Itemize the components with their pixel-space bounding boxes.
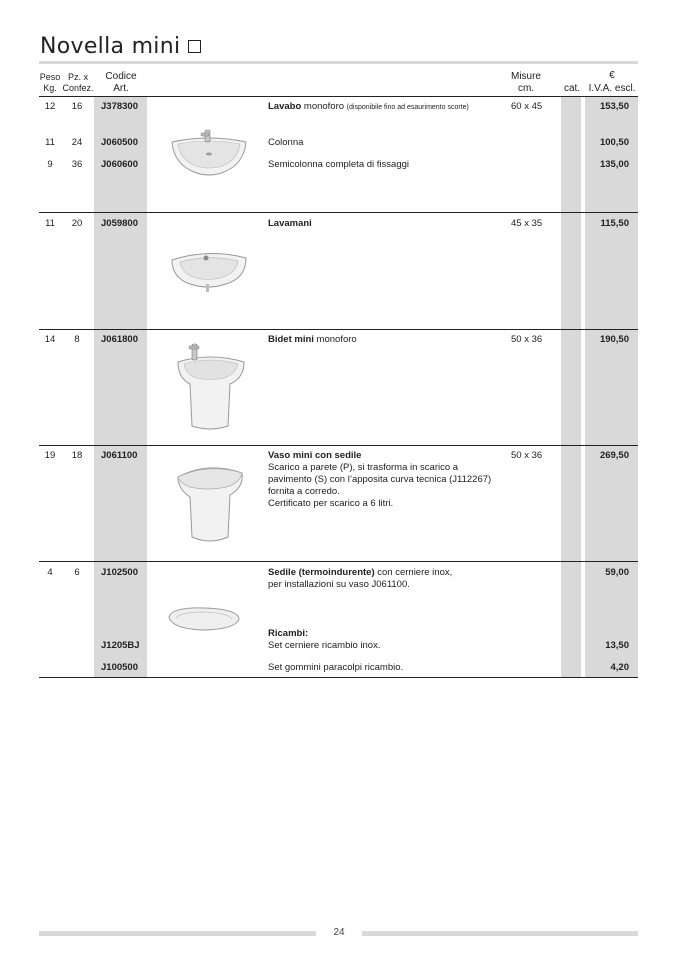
row-peso: 9 — [47, 159, 53, 170]
row-price: 135,00 — [599, 159, 629, 170]
row-pz: 20 — [71, 218, 83, 229]
row-price: 190,50 — [599, 334, 629, 345]
row-divider — [39, 561, 638, 562]
row-code: J060600 — [101, 159, 138, 170]
row-pz: 6 — [74, 567, 80, 578]
row-peso: 14 — [44, 334, 56, 345]
row-peso: 19 — [44, 450, 56, 461]
row-peso: 12 — [44, 101, 56, 112]
row-desc-line: Certificato per scarico a 6 litri. — [268, 498, 394, 509]
row-pz: 24 — [71, 137, 83, 148]
row-desc-bold: Lavabo — [268, 101, 302, 112]
header-codice — [95, 71, 147, 95]
row-desc — [268, 334, 357, 346]
row-price: 153,50 — [599, 101, 629, 112]
row-desc-note: (disponibile fino ad esaurimento scorte) — [346, 104, 469, 111]
row-code: J378300 — [101, 101, 138, 112]
header-pz-line2: Confez. — [62, 83, 94, 93]
toilet-image — [172, 461, 246, 545]
row-code: J061100 — [101, 450, 138, 461]
footer-bar-left — [39, 931, 316, 936]
row-desc-line: pavimento (S) con l’apposita curva tecnica (J112267) — [268, 474, 492, 485]
page-title-text: Novella mini — [40, 34, 181, 59]
header-peso-line1: Peso — [39, 72, 61, 82]
row-peso: 11 — [45, 137, 55, 148]
row-desc: Set cerniere ricambio inox. — [268, 640, 381, 651]
row-desc: Set gommini paracolpi ricambio. — [268, 662, 404, 673]
price-column-bg — [585, 97, 638, 677]
header-peso-line2: Kg. — [43, 83, 57, 93]
row-divider — [39, 212, 638, 213]
row-size: 50 x 36 — [511, 334, 543, 345]
row-pz: 18 — [71, 450, 83, 461]
row-desc-bold: Lavamani — [268, 218, 312, 229]
header-price-line1: € — [609, 70, 615, 81]
toilet-seat-image — [166, 605, 242, 633]
row-divider — [39, 445, 638, 446]
row-price: 269,50 — [599, 450, 629, 461]
row-desc-text: monoforo — [301, 101, 347, 112]
row-desc-text: con cerniere inox, — [374, 567, 453, 578]
header-pz — [62, 72, 94, 94]
row-desc-line: Scarico a parete (P), si trasforma in scarico a — [268, 462, 459, 473]
row-desc — [268, 450, 491, 510]
row-desc-bold: Vaso mini con sedile — [268, 450, 362, 461]
row-divider — [39, 329, 638, 330]
cat-column-bg — [561, 97, 581, 677]
bidet-image — [170, 340, 250, 432]
header-codice-line1: Codice — [105, 71, 137, 82]
header-misure-line1: Misure — [510, 71, 541, 82]
header-price-line2: I.V.A. escl. — [588, 83, 636, 94]
row-price: 13,50 — [605, 640, 629, 651]
row-desc-line: per installazioni su vaso J061100. — [268, 579, 410, 590]
row-code: J102500 — [101, 567, 138, 578]
row-pz: 16 — [71, 101, 83, 112]
row-desc-line: fornita a corredo. — [268, 486, 340, 497]
row-code: J059800 — [101, 218, 138, 229]
row-code: J100500 — [101, 662, 138, 673]
header-rule — [39, 96, 638, 97]
ricambi-heading-text: Ricambi: — [268, 628, 309, 639]
row-code: J061800 — [101, 334, 138, 345]
table-bottom-rule — [39, 677, 638, 678]
row-size: 60 x 45 — [511, 101, 543, 112]
codice-column-bg — [94, 97, 147, 677]
header-price — [584, 70, 640, 95]
header-misure-line2: cm. — [517, 83, 535, 94]
row-size: 50 x 36 — [511, 450, 543, 461]
row-code: J060500 — [101, 137, 138, 148]
page-title — [40, 34, 201, 59]
row-size: 45 x 35 — [511, 218, 543, 229]
row-price: 59,00 — [605, 567, 629, 578]
row-desc — [268, 218, 312, 230]
row-desc-bold: Bidet mini — [268, 334, 314, 345]
row-desc — [268, 101, 469, 114]
row-code: J1205BJ — [101, 640, 140, 651]
row-desc-bold: Sedile (termoindurente) — [268, 567, 375, 578]
header-codice-line2: Art. — [113, 83, 129, 94]
row-desc: Semicolonna completa di fissaggi — [268, 159, 409, 170]
ricambi-heading — [268, 628, 308, 640]
washbasin-image — [168, 128, 250, 180]
header-cat: cat. — [563, 83, 581, 94]
row-desc-text: monoforo — [313, 334, 357, 345]
row-price: 115,50 — [600, 218, 629, 229]
row-price: 4,20 — [610, 662, 629, 673]
row-pz: 8 — [74, 334, 80, 345]
row-peso: 11 — [45, 218, 55, 229]
title-rule — [39, 61, 638, 64]
footer-bar-right — [362, 931, 638, 936]
header-pz-line1: Pz. x — [67, 72, 88, 82]
checkbox-square-icon — [188, 40, 201, 53]
row-pz: 36 — [71, 159, 83, 170]
page-number: 24 — [333, 927, 345, 938]
row-desc — [268, 567, 452, 591]
header-peso — [39, 72, 61, 94]
row-desc: Colonna — [268, 137, 304, 148]
handbasin-image — [168, 248, 250, 294]
row-peso: 4 — [47, 567, 53, 578]
header-misure — [504, 71, 548, 95]
row-price: 100,50 — [599, 137, 629, 148]
